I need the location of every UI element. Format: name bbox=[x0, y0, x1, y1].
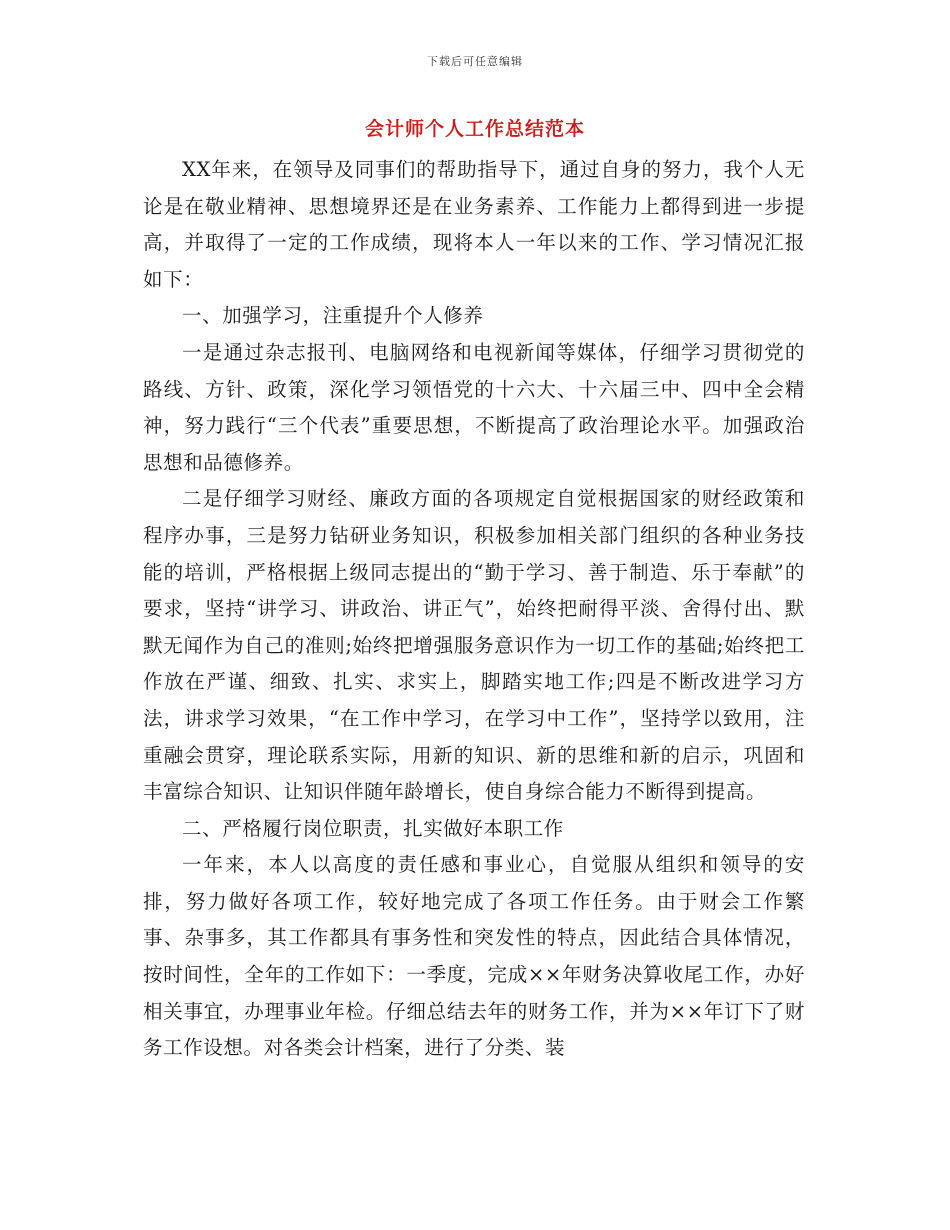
header-note: 下载后可任意编辑 bbox=[427, 55, 523, 68]
section-heading-1: 一、加强学习，注重提升个人修养 bbox=[182, 304, 484, 328]
section-heading-2: 二、严格履行岗位职责，扎实做好本职工作 bbox=[182, 816, 564, 840]
paragraph-intro: XX年来，在领导及同事们的帮助指导下，通过自身的努力，我个人无论是在敬业精神、思想境界还是在业务素养、工作能力上都得到进一步提高，并取得了一定的工作成绩，现将本人一年以来的工作、学习情况汇报如下： bbox=[143, 158, 805, 291]
document-body bbox=[143, 152, 805, 1067]
paragraph-duties: 一年来，本人以高度的责任感和事业心，自觉服从组织和领导的安排，努力做好各项工作，较好地完成了各项工作任务。由于财会工作繁事、杂事多，其工作都具有事务性和突发性的特点，因此结合具体情况，按时间性，全年的工作如下：一季度，完成××年财务决算收尾工作，办好相关事宜，办理事业年检。仔细总结去年的财务工作，并为××年订下了财务工作设想。对各类会计档案，进行了分类、装 bbox=[143, 853, 805, 1060]
paragraph-point-1: 一是通过杂志报刊、电脑网络和电视新闻等媒体，仔细学习贯彻党的路线、方针、政策，深化学习领悟党的十六大、十六届三中、四中全会精神，努力践行“三个代表”重要思想，不断提高了政治理论水平。加强政治思想和品德修养。 bbox=[143, 340, 805, 474]
paragraph-point-2: 二是仔细学习财经、廉政方面的各项规定自觉根据国家的财经政策和程序办事，三是努力钻研业务知识，积极参加相关部门组织的各种业务技能的培训，严格根据上级同志提出的“勤于学习、善于制造、乐于奉献”的要求，坚持“讲学习、讲政治、讲正气”，始终把耐得平淡、舍得付出、默默无闻作为自己的准则;始终把增强服务意识作为一切工作的基础;始终把工作放在严谨、细致、扎实、求实上，脚踏实地工作;四是不断改进学习方法，讲求学习效果，“在工作中学习，在学习中工作”，坚持学以致用，注重融会贯穿，理论联系实际，用新的知识、新的思维和新的启示，巩固和丰富综合知识、让知识伴随年龄增长，使自身综合能力不断得到提高。 bbox=[143, 487, 805, 804]
document-title: 会计师个人工作总结范本 bbox=[364, 118, 585, 140]
